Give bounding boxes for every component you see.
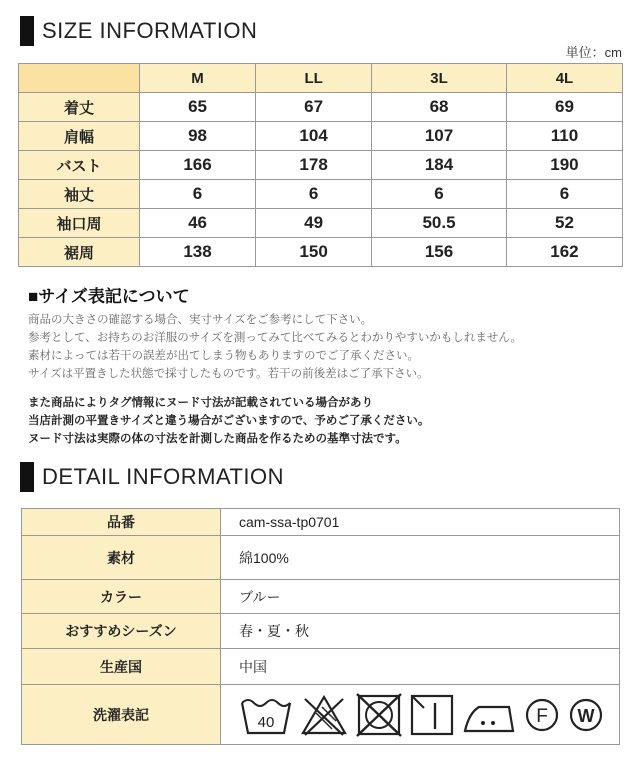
note-line: サイズは平置きした状態で採寸したものです。若干の前後差はご了承下さい。	[28, 368, 429, 380]
size-value: 166	[140, 151, 256, 180]
detail-value: 中国	[221, 649, 620, 685]
size-section-header	[20, 16, 257, 46]
table-row	[19, 93, 623, 122]
size-column-header: LL	[256, 64, 372, 93]
table-row	[19, 238, 623, 267]
detail-label: 洗濯表記	[22, 685, 221, 745]
table-row	[22, 685, 620, 745]
row-label: 袖丈	[19, 180, 140, 209]
size-value: 67	[256, 93, 372, 122]
table-row	[19, 122, 623, 151]
note-line: 素材によっては若干の誤差が出てしまう物もありますのでご了承ください。	[28, 350, 419, 362]
size-value: 162	[506, 238, 622, 267]
size-value: 65	[140, 93, 256, 122]
table-row	[19, 180, 623, 209]
size-value: 52	[506, 209, 622, 238]
size-table-corner	[19, 64, 140, 93]
svg-text:F: F	[536, 705, 548, 727]
detail-value: ブルー	[221, 580, 620, 614]
size-value: 46	[140, 209, 256, 238]
size-value: 69	[506, 93, 622, 122]
dry-clean-f-icon	[523, 693, 561, 737]
header-bar	[20, 462, 34, 492]
detail-table	[21, 508, 620, 745]
size-value: 98	[140, 122, 256, 151]
size-value: 6	[506, 180, 622, 209]
row-label: 裾周	[19, 238, 140, 267]
detail-value: 綿100%	[221, 536, 620, 580]
size-value: 178	[256, 151, 372, 180]
note-line: 商品の大きさの確認する場合、実寸サイズをご参考にして下さい。	[28, 314, 373, 326]
size-value: 150	[256, 238, 372, 267]
detail-label: おすすめシーズン	[22, 614, 221, 649]
detail-value: 春・夏・秋	[221, 614, 620, 649]
size-value: 110	[506, 122, 622, 151]
table-row	[19, 209, 623, 238]
size-section-title: SIZE INFORMATION	[42, 18, 258, 43]
table-row	[22, 509, 620, 536]
row-label: 袖口周	[19, 209, 140, 238]
detail-section-header	[20, 462, 284, 492]
nude-size-notes	[28, 394, 429, 448]
table-row	[22, 580, 620, 614]
table-row	[22, 649, 620, 685]
size-value: 6	[372, 180, 507, 209]
size-value: 6	[256, 180, 372, 209]
table-row	[22, 536, 620, 580]
wash-40-icon	[239, 693, 293, 737]
svg-text:40: 40	[257, 713, 275, 731]
row-label: 着丈	[19, 93, 140, 122]
size-value: 104	[256, 122, 372, 151]
detail-label: 品番	[22, 509, 221, 536]
size-value: 156	[372, 238, 507, 267]
iron-medium-icon	[461, 693, 517, 737]
detail-section-title: DETAIL INFORMATION	[42, 464, 285, 489]
size-value: 50.5	[372, 209, 507, 238]
row-label: バスト	[19, 151, 140, 180]
no-tumble-dry-icon	[355, 693, 403, 737]
size-column-header: 3L	[372, 64, 507, 93]
care-symbols	[221, 685, 620, 745]
size-value: 49	[256, 209, 372, 238]
size-notes	[28, 311, 522, 383]
size-value: 107	[372, 122, 507, 151]
header-bar	[20, 16, 34, 46]
line-dry-shade-icon	[409, 693, 455, 737]
svg-text:W: W	[577, 705, 595, 726]
size-value: 68	[372, 93, 507, 122]
table-row	[19, 151, 623, 180]
size-table-header-row	[19, 64, 623, 93]
row-label: 肩幅	[19, 122, 140, 151]
size-table	[18, 63, 623, 267]
detail-label: カラー	[22, 580, 221, 614]
unit-label: 単位：cm	[565, 45, 622, 60]
note-line-bold: 当店計測の平置きサイズと違う場合がございますので、予めご了承ください。	[28, 415, 430, 427]
size-value: 184	[372, 151, 507, 180]
size-value: 190	[506, 151, 622, 180]
detail-label: 生産国	[22, 649, 221, 685]
note-line-bold: また商品によりタグ情報にヌード寸法が記載されている場合があり	[28, 397, 373, 409]
size-notes-title: ■サイズ表記について	[28, 287, 190, 306]
note-line-bold: ヌード寸法は実際の体の寸法を計測した商品を作るための基準寸法です。	[28, 433, 407, 445]
wet-clean-w-icon	[567, 693, 605, 737]
table-row	[22, 614, 620, 649]
no-bleach-icon	[299, 693, 349, 737]
detail-value: cam-ssa-tp0701	[221, 509, 620, 536]
size-column-header: 4L	[506, 64, 622, 93]
size-value: 6	[140, 180, 256, 209]
note-line: 参考として、お持ちのお洋服のサイズを測ってみて比べてみるとわかりやすいかもしれません。	[28, 332, 523, 344]
size-column-header: M	[140, 64, 256, 93]
size-value: 138	[140, 238, 256, 267]
detail-label: 素材	[22, 536, 221, 580]
